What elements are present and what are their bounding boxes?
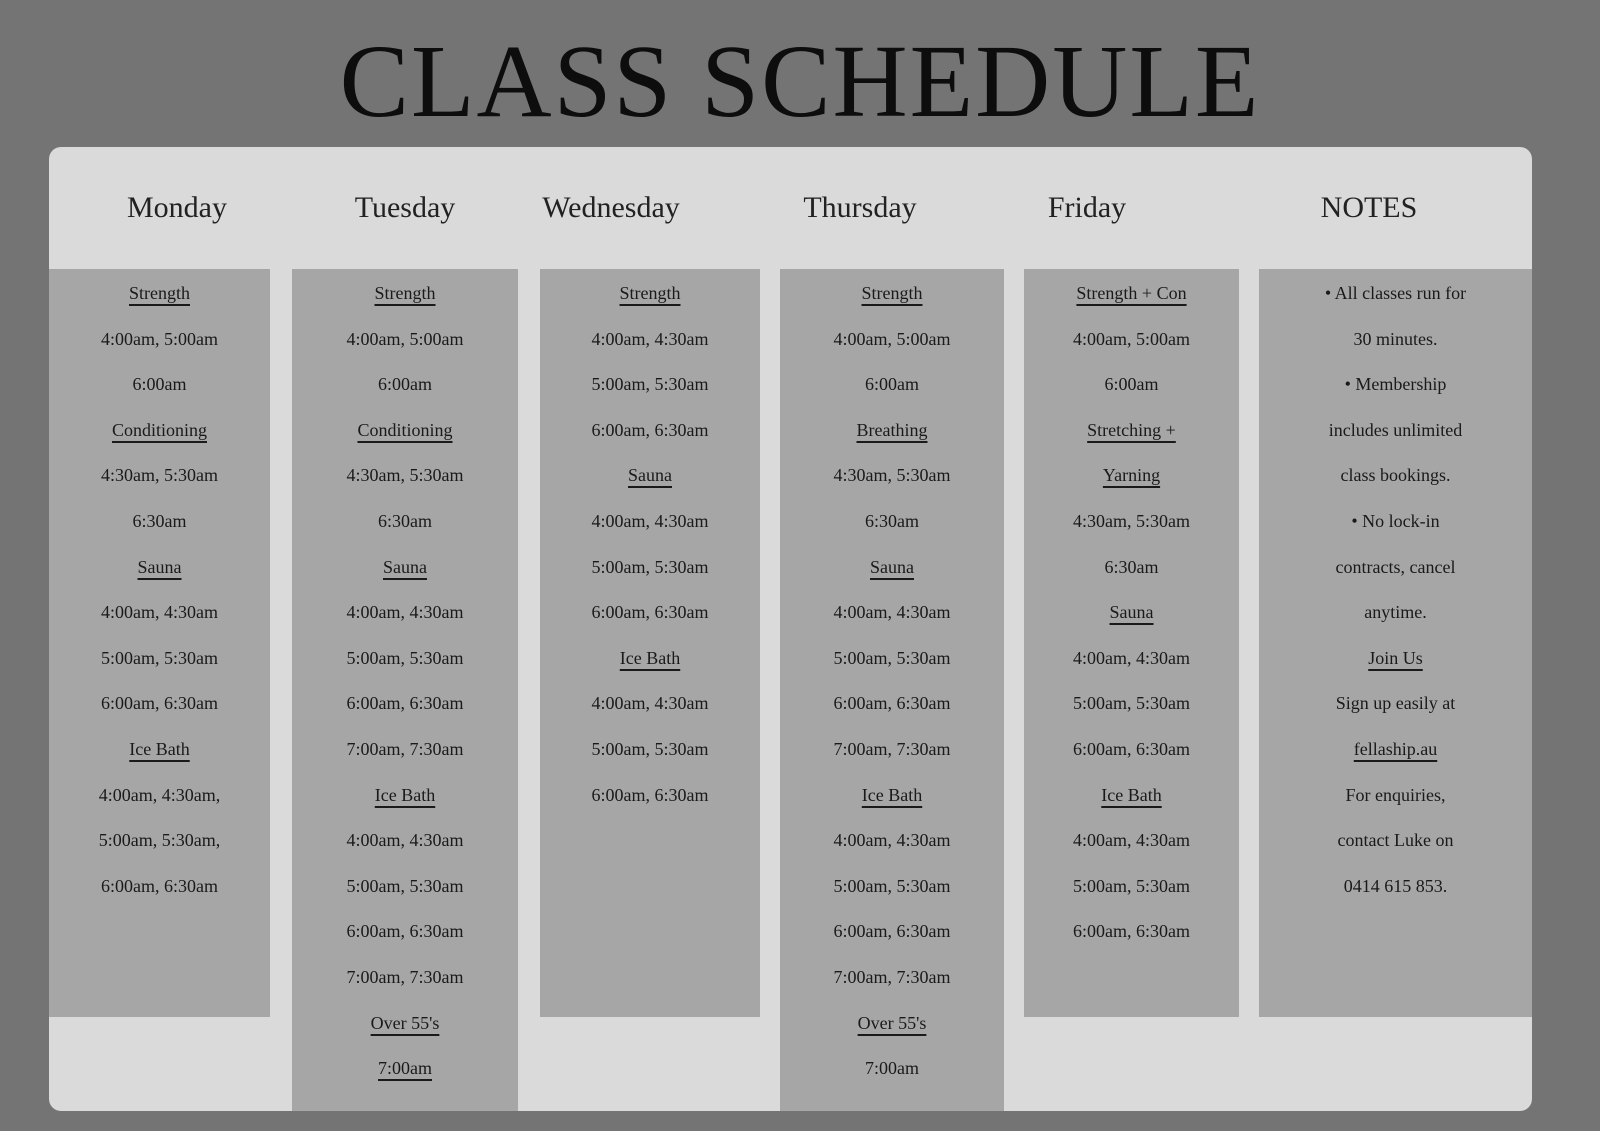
header-notes: NOTES <box>1320 191 1418 224</box>
schedule-line: 6:00am <box>132 374 187 395</box>
schedule-line: class bookings. <box>1340 465 1451 486</box>
class-heading: Strength <box>374 283 436 303</box>
schedule-line: 6:00am, 6:30am <box>1073 921 1190 942</box>
schedule-line: 5:00am, 5:30am, <box>98 830 221 851</box>
schedule-line: 4:00am, 4:30am <box>591 328 709 349</box>
schedule-line: contact Luke on <box>1337 830 1454 851</box>
column-monday <box>49 269 270 1017</box>
class-heading: Ice Bath <box>374 784 436 805</box>
class-heading: Sauna <box>628 465 672 486</box>
class-heading: Strength <box>129 283 190 303</box>
column-notes <box>1259 269 1532 1017</box>
schedule-line: 5:00am, 5:30am <box>346 647 464 668</box>
class-heading: Yarning <box>1102 465 1161 486</box>
schedule-line: • Membership <box>1344 374 1447 395</box>
schedule-line: 5:00am, 5:30am <box>101 647 218 668</box>
schedule-line: anytime. <box>1364 602 1427 623</box>
class-heading: Conditioning <box>111 419 207 440</box>
schedule-line: 4:00am, 5:00am <box>101 328 218 349</box>
class-heading: Breathing <box>856 419 928 440</box>
schedule-line: 4:00am, 4:30am, <box>98 784 221 805</box>
schedule-line: 7:00am, 7:30am <box>833 738 951 759</box>
schedule-line: 4:00am, 4:30am <box>346 602 464 623</box>
schedule-line: 6:00am, 6:30am <box>346 921 464 942</box>
schedule-line: includes unlimited <box>1328 419 1463 440</box>
schedule-line: 4:00am, 5:00am <box>833 328 951 349</box>
schedule-line: 7:00am, 7:30am <box>833 966 951 987</box>
schedule-line: 4:30am, 5:30am <box>346 465 464 486</box>
class-heading: Ice Bath <box>129 738 190 759</box>
header-tuesday: Tuesday <box>354 191 456 224</box>
schedule-line: 4:30am, 5:30am <box>833 465 951 486</box>
page-title: CLASS SCHEDULE <box>339 24 1261 139</box>
schedule-line: 0414 615 853. <box>1343 875 1448 896</box>
schedule-line: 7:00am, 7:30am <box>346 738 464 759</box>
class-heading: Ice Bath <box>861 784 923 805</box>
schedule-line: 5:00am, 5:30am <box>833 647 951 668</box>
schedule-line: 6:00am, 6:30am <box>1073 738 1190 759</box>
schedule-line: 5:00am, 5:30am <box>1073 875 1190 896</box>
schedule-line: 4:00am, 4:30am <box>591 693 709 714</box>
class-heading: Over 55's <box>370 1012 440 1033</box>
column-thursday <box>780 269 1004 1111</box>
header-monday: Monday <box>127 191 227 224</box>
schedule-line: 6:00am <box>1104 374 1159 395</box>
schedule-line: 6:30am <box>865 510 919 531</box>
schedule-line: 6:00am, 6:30am <box>346 693 464 714</box>
schedule-line: 5:00am, 5:30am <box>591 374 709 395</box>
class-heading: Strength + Con <box>1076 283 1187 303</box>
schedule-line: Sign up easily at <box>1335 693 1456 714</box>
schedule-line: 4:00am, 4:30am <box>833 602 951 623</box>
class-heading: Ice Bath <box>1101 784 1162 805</box>
schedule-line: 4:00am, 4:30am <box>101 602 218 623</box>
schedule-line: 6:00am, 6:30am <box>101 693 218 714</box>
class-heading[interactable]: fellaship.au <box>1353 738 1438 759</box>
column-wednesday <box>540 269 760 1017</box>
schedule-line: 6:00am, 6:30am <box>591 419 709 440</box>
schedule-line: • All classes run for <box>1324 283 1467 303</box>
class-heading: Join Us <box>1368 647 1423 668</box>
schedule-line: • No lock-in <box>1351 510 1440 531</box>
schedule-line: 7:00am <box>865 1058 919 1079</box>
schedule-line: 30 minutes. <box>1353 328 1438 349</box>
header-friday: Friday <box>1047 191 1127 224</box>
schedule-line: 4:00am, 4:30am <box>346 830 464 851</box>
schedule-line: 5:00am, 5:30am <box>591 738 709 759</box>
schedule-line: contracts, cancel <box>1335 556 1456 577</box>
class-heading: Sauna <box>1109 602 1154 623</box>
schedule-line: 4:00am, 5:00am <box>1073 328 1190 349</box>
schedule-line: 5:00am, 5:30am <box>833 875 951 896</box>
header-thursday: Thursday <box>803 191 917 224</box>
schedule-line: 6:00am, 6:30am <box>833 693 951 714</box>
class-heading: Sauna <box>383 556 427 577</box>
class-heading: Conditioning <box>357 419 453 440</box>
schedule-line: 6:00am, 6:30am <box>101 875 218 896</box>
class-heading: Over 55's <box>857 1012 927 1033</box>
schedule-line: 6:30am <box>378 510 432 531</box>
schedule-line: 5:00am, 5:30am <box>346 875 464 896</box>
schedule-line: 4:00am, 4:30am <box>1073 830 1190 851</box>
schedule-line: 6:30am <box>132 510 187 531</box>
schedule-line: 6:00am, 6:30am <box>591 784 709 805</box>
schedule-line: 7:00am, 7:30am <box>346 966 464 987</box>
schedule-line: 4:00am, 4:30am <box>591 510 709 531</box>
column-tuesday <box>292 269 518 1111</box>
schedule-line: For enquiries, <box>1345 784 1446 805</box>
schedule-line: 6:30am <box>1104 556 1159 577</box>
class-heading: Sauna <box>870 556 914 577</box>
class-heading: Strength <box>619 283 681 303</box>
schedule-line: 4:00am, 4:30am <box>1073 647 1190 668</box>
schedule-line: 5:00am, 5:30am <box>1073 693 1190 714</box>
column-friday <box>1024 269 1239 1017</box>
schedule-line: 4:00am, 5:00am <box>346 328 464 349</box>
schedule-line: 4:00am, 4:30am <box>833 830 951 851</box>
schedule-line: 4:30am, 5:30am <box>101 465 218 486</box>
schedule-line: 6:00am <box>378 374 432 395</box>
header-wednesday: Wednesday <box>542 191 680 224</box>
schedule-line: 4:30am, 5:30am <box>1073 510 1190 531</box>
class-heading: Sauna <box>137 556 182 577</box>
schedule-line: 6:00am <box>865 374 919 395</box>
schedule-line: 5:00am, 5:30am <box>591 556 709 577</box>
class-heading: 7:00am <box>378 1058 432 1079</box>
class-heading: Strength <box>861 283 923 303</box>
schedule-line: 6:00am, 6:30am <box>833 921 951 942</box>
class-heading: Ice Bath <box>619 647 681 668</box>
class-heading: Stretching + <box>1087 419 1176 440</box>
schedule-line: 6:00am, 6:30am <box>591 602 709 623</box>
